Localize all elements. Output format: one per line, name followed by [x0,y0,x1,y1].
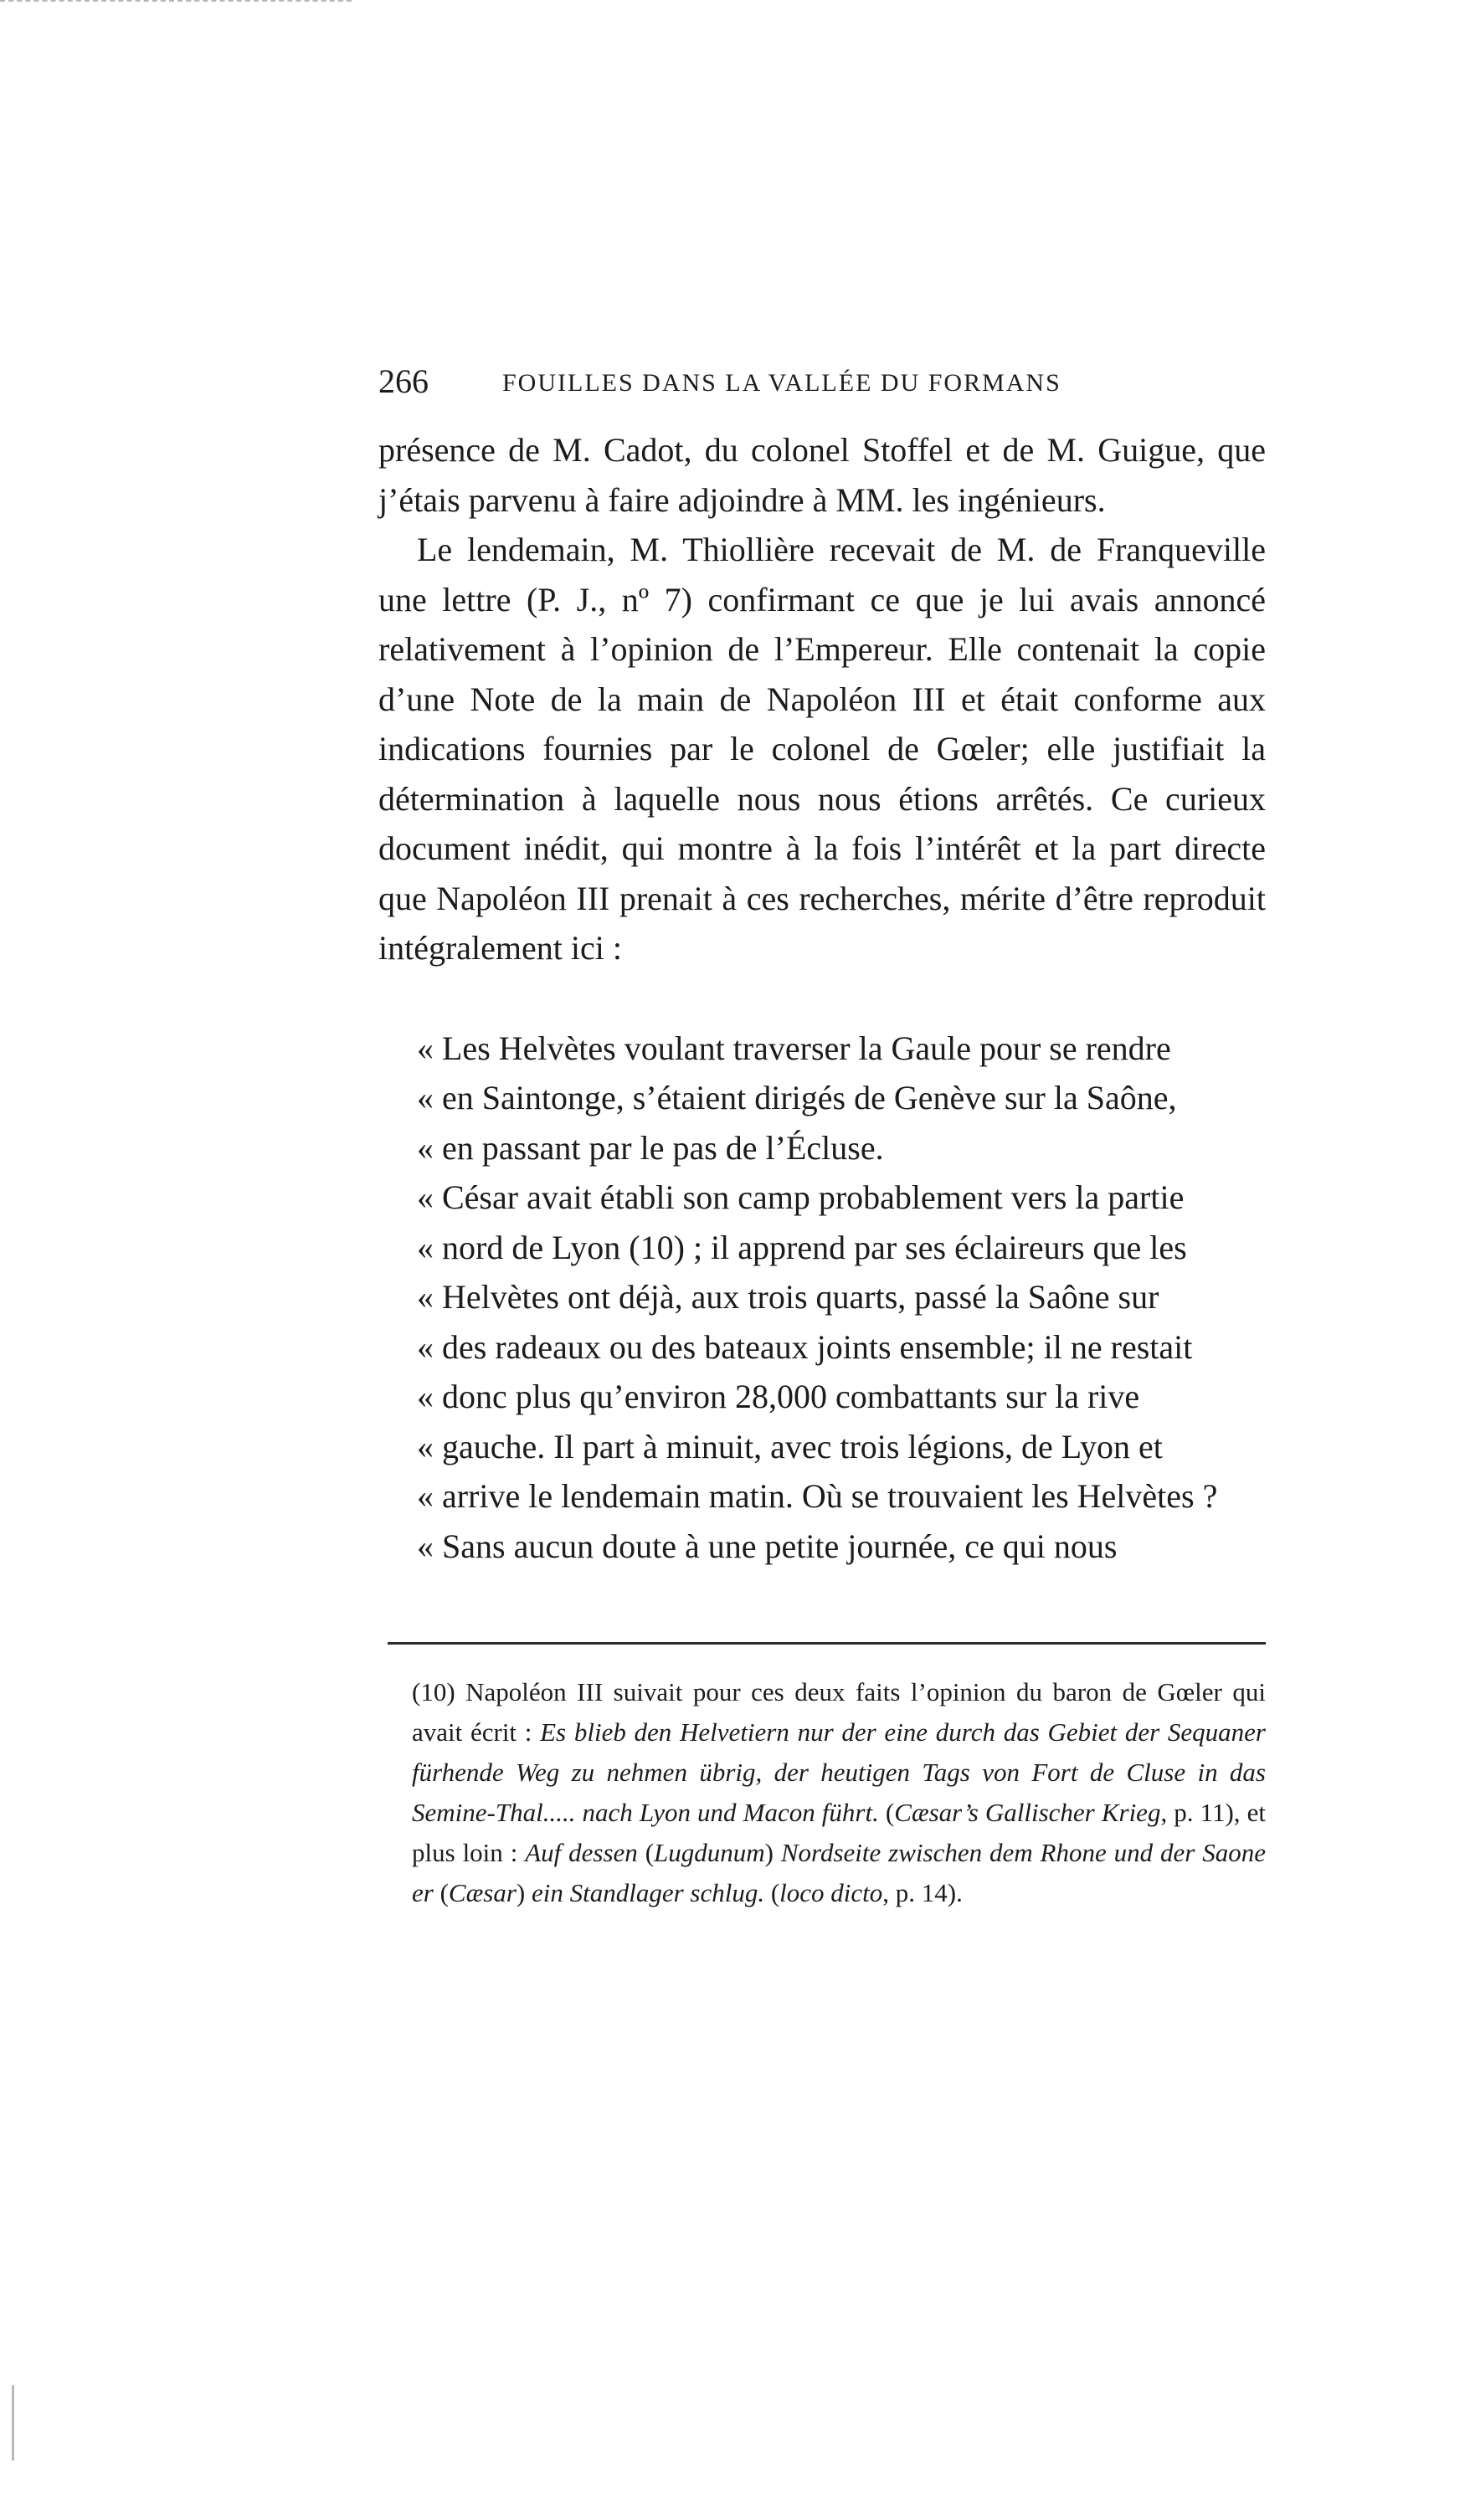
paragraph-continued: présence de M. Cadot, du colonel Stoffel et de M. Guigue, que j’étais parvenu à faire adjoindre à MM. les ingénieurs. [378,431,1266,519]
footnote-divider [388,1642,1266,1645]
paragraph-lendemain: Le lendemain, M. Thiollière recevait de M. de Franqueville une lettre (P. J., nº 7) confirmant ce que je lui avais annoncé relativement à l’opinion de l’Empereur. Elle contenait la copie d’une Note de la main de Napoléon III et était conforme aux indications fournies par le colonel de Gœler; elle justifiait la détermination à laquelle nous nous étions arrêtés. Ce curieux document inédit, qui montre à la fois l’intérêt et la part directe que Napoléon III prenait à ces recherches, mérite d’être reproduit intégralement ici : [378,531,1266,967]
quote-line: « gauche. Il part à minuit, avec trois légions, de Lyon et [417,1427,1163,1465]
footnote-punct: ) [516,1878,532,1907]
footnote-loco-dicto: loco dicto [779,1878,883,1907]
footnote-punct: ) [764,1838,781,1867]
footnote-text-3: , p. 14). [882,1878,963,1907]
quote-line: « Les Helvètes voulant traverser la Gaule pour se rendre [417,1029,1171,1067]
scan-edge-mark [0,0,352,7]
footnote-quote-german-2b: Nordseite zwischen dem Rhone und der Saone er [412,1838,1266,1907]
footnote-punct: ( [878,1798,895,1827]
footnote-text-1: Napoléon III suivait pour ces deux faits l’opinion du baron de Gœler qui avait écrit : [412,1677,1266,1747]
quote-line: « nord de Lyon (10) ; il apprend par ses éclaireurs que les [417,1228,1187,1266]
paragraph-gap [378,973,1266,1024]
footnote-marker: (10) [412,1677,455,1707]
page-header [378,357,1266,407]
footnote-quote-german-2c: ein Standlager schlug. [531,1878,765,1907]
quote-line: « Sans aucun doute à une petite journée, ce qui nous [417,1527,1118,1565]
quote-line: « César avait établi son camp probablement vers la partie [417,1178,1185,1216]
footnote-punct: ( [637,1838,655,1867]
quote-line: « en passant par le pas de l’Écluse. [417,1128,884,1167]
quote-line: « des radeaux ou des bateaux joints ensemble; il ne restait [417,1327,1193,1366]
footnote-punct: ( [764,1878,780,1907]
footnote-10 [412,1672,1266,1913]
scan-margin-speck [12,2385,14,2461]
footnote-quote-german-1: Es blieb den Helvetiern nur der eine durch das Gebiet der Sequaner fürhende Weg zu nehmen übrig, der heutigen Tags von Fort de Cluse in das Semine-Thal..... nach Lyon und Macon führt. [412,1717,1266,1827]
footnote-caesar: Cæsar [448,1878,517,1907]
footnote-text-2: , p. 11), et plus loin : [412,1798,1267,1867]
footnote-source-title: Cæsar’s Gallischer Krieg [894,1798,1161,1827]
page-number: 266 [378,362,429,400]
quote-line: « en Saintonge, s’étaient dirigés de Genève sur la Saône, [417,1079,1177,1116]
quote-line: « Helvètes ont déjà, aux trois quarts, passé la Saône sur [417,1278,1159,1316]
footnote-quote-german-2a: Auf dessen [525,1838,638,1867]
quote-line: « donc plus qu’environ 28,000 combattants sur la rive [417,1378,1140,1415]
quoted-note [378,1024,1266,1572]
footnote-lugdunum: Lugdunum [654,1838,765,1867]
main-text [378,425,1266,1571]
running-title: FOUILLES DANS LA VALLÉE DU FORMANS [502,369,1061,397]
footnote-text [412,1672,1266,1913]
quote-line: « arrive le lendemain matin. Où se trouvaient les Helvètes ? [417,1477,1218,1515]
footnote-punct: ( [433,1878,449,1907]
